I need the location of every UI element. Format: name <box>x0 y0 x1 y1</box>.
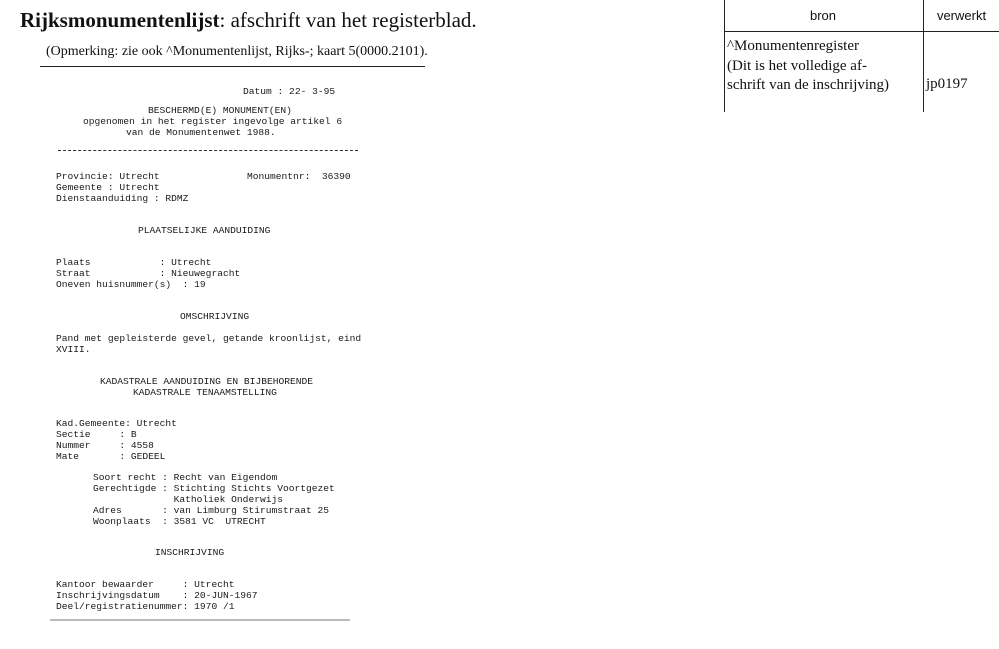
document-plaats: Plaats : Utrecht <box>56 257 212 268</box>
section-title-omschrijving: OMSCHRIJVING <box>180 311 250 322</box>
document-nummer: Nummer : 4558 <box>56 440 154 451</box>
document-bottom-rule <box>50 619 350 621</box>
column-header-bron: bron <box>809 8 837 23</box>
page-title-rest: : afschrift van het registerblad. <box>219 8 477 32</box>
document-kad-gemeente: Kad.Gemeente: Utrecht <box>56 418 177 429</box>
document-date: Datum : 22- 3-95 <box>243 86 336 97</box>
section-title-plaatselijke: PLAATSELIJKE AANDUIDING <box>138 225 271 236</box>
document-omschrijving-line-1: Pand met gepleisterde gevel, getande kroonlijst, eind <box>56 333 362 344</box>
table-header-rule <box>724 31 999 32</box>
document-heading-line-3: van de Monumentenwet 1988. <box>126 127 276 138</box>
document-straat: Straat : Nieuwegracht <box>56 268 241 279</box>
source-table <box>724 0 999 112</box>
page-title-bold: Rijksmonumentenlijst <box>20 8 220 32</box>
document-soort-recht: Soort recht : Recht van Eigendom <box>93 472 278 483</box>
document-gerechtigde-line-2: Katholiek Onderwijs <box>93 494 283 505</box>
document-kantoor-bewaarder: Kantoor bewaarder : Utrecht <box>56 579 235 590</box>
section-title-inschrijving: INSCHRIJVING <box>155 547 225 558</box>
document-mate: Mate : GEDEEL <box>56 451 166 462</box>
document-omschrijving-line-2: XVIII. <box>56 344 91 355</box>
column-header-verwerkt: verwerkt <box>936 8 987 23</box>
document-gemeente: Gemeente : Utrecht <box>56 182 160 193</box>
document-provincie: Provincie: Utrecht <box>56 171 160 182</box>
document-heading-line-1: BESCHERMD(E) MONUMENT(EN) <box>148 105 292 116</box>
document-heading-line-2: opgenomen in het register ingevolge artikel 6 <box>83 116 343 127</box>
document-woonplaats: Woonplaats : 3581 VC UTRECHT <box>93 516 266 527</box>
document-dienstaanduiding: Dienstaanduiding : RDMZ <box>56 193 189 204</box>
section-title-kadastrale-1: KADASTRALE AANDUIDING EN BIJBEHORENDE <box>100 376 314 387</box>
document-inschrijvingsdatum: Inschrijvingsdatum : 20-JUN-1967 <box>56 590 258 601</box>
cell-verwerkt: jp0197 <box>926 76 968 92</box>
cell-bron: ^Monumentenregister (Dit is het volledige af- schrift van de inschrijving) <box>727 38 890 93</box>
remark-note: (Opmerking: zie ook ^Monumentenlijst, Rijks-; kaart 5(0000.2101). <box>46 44 428 59</box>
document-deel-registratienummer: Deel/registratienummer: 1970 /1 <box>56 601 235 612</box>
document-monumentnr: Monumentnr: 36390 <box>247 171 351 182</box>
document-dashed-separator <box>58 150 358 151</box>
section-title-kadastrale-2: KADASTRALE TENAAMSTELLING <box>133 387 277 398</box>
document-gerechtigde-line-1: Gerechtigde : Stichting Stichts Voortgezet <box>93 483 335 494</box>
document-adres: Adres : van Limburg Stirumstraat 25 <box>93 505 330 516</box>
document-huisnummer: Oneven huisnummer(s) : 19 <box>56 279 206 290</box>
remark-underline <box>40 66 425 67</box>
page-heading <box>20 8 477 33</box>
document-sectie: Sectie : B <box>56 429 137 440</box>
